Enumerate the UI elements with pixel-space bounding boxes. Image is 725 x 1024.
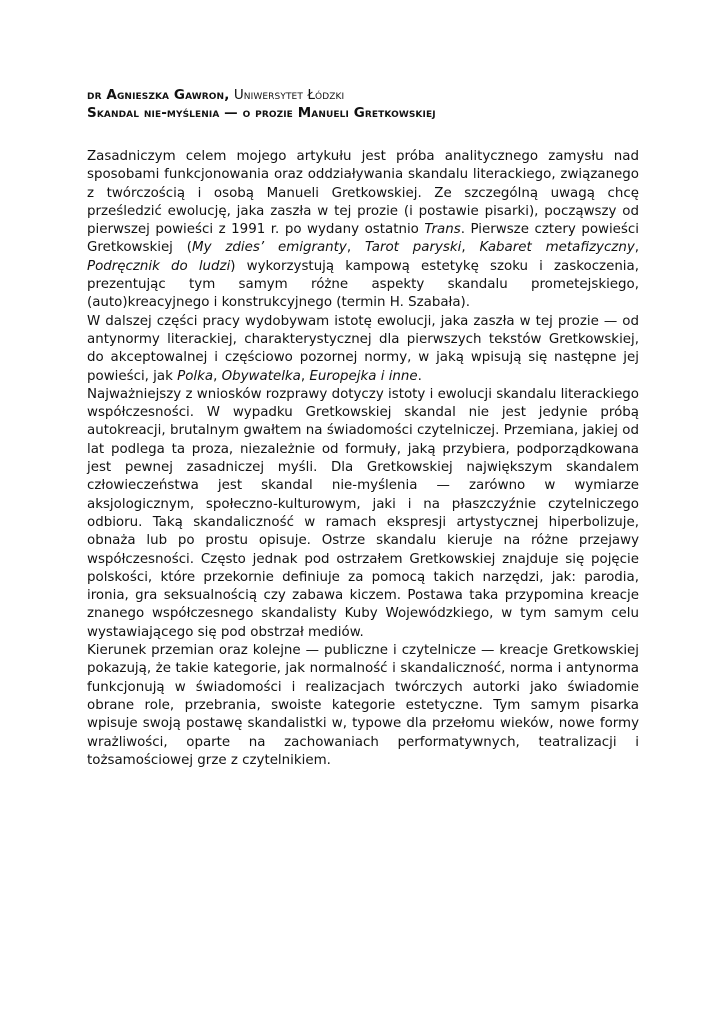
author-name: dr Agnieszka Gawron, [87,87,230,103]
italic-title-text: Tarot paryski [364,240,462,256]
document-header [87,86,647,122]
paragraph-text: , [213,368,222,384]
body-paragraph [87,386,639,642]
body-paragraph [87,313,639,386]
author-line [87,86,647,104]
paragraph-text: . [417,368,422,384]
paragraph-text: Zasadniczym celem mojego artykułu jest próba analitycznego zamysłu nad sposobami funkcjonowania oraz oddziaływania skandalu literackiego, związanego z twórczością i osobą Manueli Gretkowskiej. Ze szczególną uwagą chcę prześledzić ewolucję, jaka zaszła w tej prozie (i postawie pisarki), począwszy od pierwszej powieści z 1991 r. po wydany ostatnio [87,149,639,238]
italic-title-text: Europejka i inne [309,368,418,384]
paragraph-text: , [346,240,365,256]
italic-title-text: Obywatelka [221,368,301,384]
paragraph-text: , [461,240,480,256]
paragraph-text: Najważniejszy z wniosków rozprawy dotyczy istoty i ewolucji skandalu literackiego współczesności. W wypadku Gretkowskiej skandal nie jest jedynie próbą autokreacji, brutalnym gwałtem na świadomości czytelniczej. Przemiana, jakiej od lat podlega ta proza, niezależnie od formuły, jaką przybiera, podporządkowana jest pewnej zasadniczej myśli. Dla Gretkowskiej największym skandalem człowieczeństwa jest skandal nie-myślenia — zarówno w wymiarze aksjologicznym, społeczno-kulturowym, jaki i na płaszczyźnie czytelniczego odbioru. Taką skandaliczność w ramach ekspresji artystycznej hiperbolizuje, obnaża lub po prostu opisuje. Ostrze skandalu kieruje na różne przejawy współczesności. Często jednak pod ostrzałem Gretkowskiej znajduje się pojęcie polskości, które przekornie definiuje za pomocą takich narzędzi, jak: parodia, ironia, gra seksualnością czy zabawa kiczem. Postawa taka przypomina kreacje znanego współczesnego skandalisty Kuby Wojewódzkiego, w tym samym celu wystawiającego się pod obstrzał mediów. [87,386,639,640]
italic-title-text: My zdies’ emigranty [192,240,347,256]
italic-title-text: Kabaret metafizyczny [479,240,635,256]
paragraph-text: W dalszej części pracy wydobywam istotę ewolucji, jaka zaszła w tej prozie — od antynormy literackiej, charakterystycznej dla pierwszych tekstów Gretkowskiej, do akceptowalnej i częściowo pozornej normy, w jaką wpisują się następne jej powieści, jak [87,313,639,384]
paragraph-text: . Pierwsze cztery powieści Gretkowskiej ( [87,222,639,256]
author-affiliation: Uniwersytet Łódzki [229,87,345,103]
italic-title-text: Trans [424,222,461,238]
paragraph-text: , [300,368,310,384]
paragraph-text: , [634,240,640,256]
paragraph-text: ) wykorzystują kampową estetykę szoku i zaskoczenia, prezentując tym samym różne aspekty skandalu prometejskiego, (auto)kreacyjnego i konstrukcyjnego (termin H. Szabała). [87,258,639,311]
italic-title-text: Podręcznik do ludzi [87,258,231,274]
article-body [87,148,639,770]
italic-title-text: Polka [177,368,214,384]
body-paragraph [87,148,639,313]
body-paragraph [87,642,639,770]
paragraph-text: Kierunek przemian oraz kolejne — publiczne i czytelnicze — kreacje Gretkowskiej pokazują, że takie kategorie, jak normalność i skandaliczność, norma i antynorma funkcjonują w świadomości i realizacjach twórczych autorki jako świadomie obrane role, przebrania, swoiste kategorie estetyczne. Tym samym pisarka wpisuje swoją postawę skandalistki w, typowe dla przełomu wieków, nowe formy wrażliwości, oparte na zachowaniach performatywnych, teatralizacji i tożsamościowej grze z czytelnikiem. [87,643,639,768]
article-title: Skandal nie-myślenia — o prozie Manueli Gretkowskiej [87,105,436,121]
